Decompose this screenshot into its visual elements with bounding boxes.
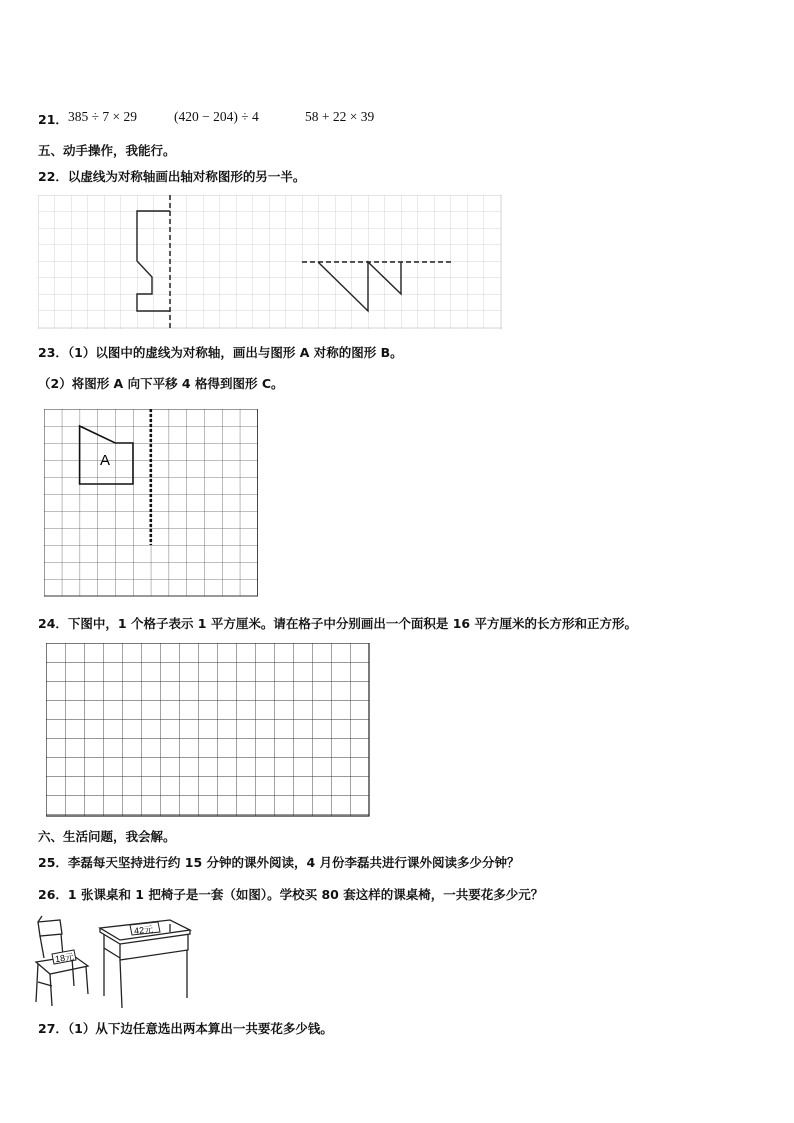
q23-grid-figure[interactable] <box>44 409 258 597</box>
q23-part-2-prompt: （2）将图形 A 向下平移 4 格得到图形 C。 <box>38 376 284 391</box>
desk-price: 42元 <box>133 924 154 936</box>
section-5-title: 五、动手操作，我能行。 <box>38 143 176 158</box>
q21-number: 21． <box>38 112 68 127</box>
section-6-title: 六、生活问题，我会解。 <box>38 829 176 844</box>
q24-grid <box>46 643 369 816</box>
q21-expression-1: 385 ÷ 7 × 29 <box>68 109 138 124</box>
q24-prompt: 24．下图中，1 个格子表示 1 平方厘米。请在格子中分别画出一个面积是 16 平方厘米的长方形和正方形。 <box>38 616 637 631</box>
q21-expression-2: (420 − 204) ÷ 4 <box>174 109 259 124</box>
q23-grid <box>44 409 258 596</box>
desk-chair-illustration <box>30 912 196 1010</box>
q21-expression-3: 58 + 22 × 39 <box>305 109 375 124</box>
q24-grid-figure[interactable] <box>46 643 370 817</box>
q27-prompt: 27．（1）从下边任意选出两本算出一共要花多少钱。 <box>38 1021 333 1036</box>
q22-prompt: 22．以虚线为对称轴画出轴对称图形的另一半。 <box>38 169 306 184</box>
q25-prompt: 25．李磊每天坚持进行约 15 分钟的课外阅读，4 月份李磊共进行课外阅读多少分钟？ <box>38 855 520 870</box>
q26-prompt: 26．1 张课桌和 1 把椅子是一套（如图）。学校买 80 套这样的课桌椅，一共要花多少元？ <box>38 887 544 902</box>
chair-price: 18元 <box>54 951 75 965</box>
q23-part-1-prompt: 23．（1）以图中的虚线为对称轴，画出与图形 A 对称的图形 B。 <box>38 345 403 360</box>
q22-grid-figure[interactable] <box>38 195 502 329</box>
shape-a-label: A <box>100 452 111 469</box>
desk-price-tag <box>130 922 160 936</box>
